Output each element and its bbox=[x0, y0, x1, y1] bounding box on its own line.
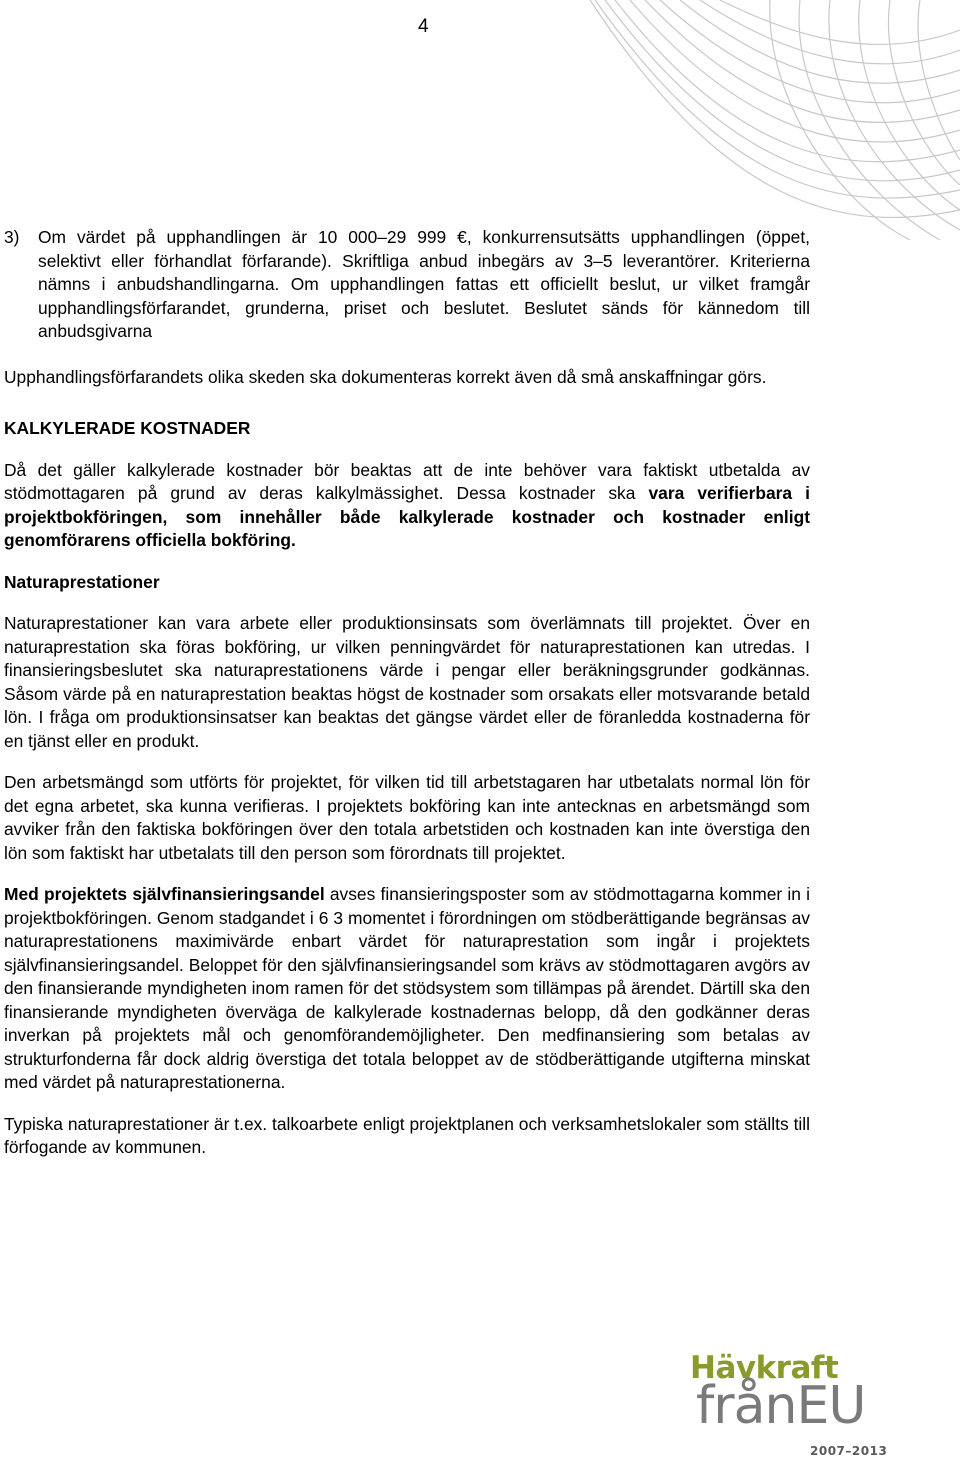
paragraph-sjalvfinansiering-text: avses finansieringsposter som av stödmottagarna kommer in i projektbokföringen. Genom stadgandet i 6 3 momentet i förordningen om stödberättigande begränsas av naturaprestationens maximivärde enbart värdet för naturaprestation som ingår i projektets självfinansieringsandel. Beloppet för den självfinansieringsandel som krävs av stödmottagaren avgörs av den finansierande myndigheten inom ramen för det stödsystem som tillämpas på ärendet. Därtill ska den finansierande myndigheten överväga de kalkylerade kostnadernas belopp, då den godkänner deras inverkan på projektets mål och genomförandemöjligheter. Den medfinansiering som betalas av strukturfonderna får dock aldrig överstiga det totala beloppet av de stödberättigande utgifterna minskat med värdet på naturaprestationerna. bbox=[4, 884, 810, 1092]
paragraph-kalkylerade bbox=[4, 459, 810, 553]
paragraph-naturaprestationer-1: Naturaprestationer kan vara arbete eller produktionsinsats som överlämnats till projektet. Över en naturaprestation ska föras bokföring, ur vilken penningvärdet för naturaprestationen kan utredas. I finansieringsbeslutet ska naturaprestationens värde i pengar eller beräkningsgrunder godkännas. Såsom värde på en naturaprestation beaktas högst de kostnader som orsakats eller motsvarande betald lön. I fråga om produktionsinsatser kan beaktas det gängse värdet eller de föranledda kostnaderna för en tjänst eller en produkt. bbox=[4, 613, 810, 751]
paragraph-kalkylerade-text: Då det gäller kalkylerade kostnader bör beaktas att de inte behöver vara faktiskt utbetalda av stödmottagaren på grund av deras kalkylmässighet. Dessa kostnader ska bbox=[4, 459, 810, 503]
paragraph-typiska: Typiska naturaprestationer är t.ex. talkoarbete enligt projektplanen och verksamhetslokaler som ställts till förfogande av kommunen. bbox=[4, 1113, 810, 1157]
decorative-swirl-graphic bbox=[440, 0, 960, 240]
logo-years: 2007–2013 bbox=[810, 1444, 888, 1458]
list-item-text: Om värdet på upphandlingen är 10 000–29 999 €, konkurrensutsätts upphandlingen (öppet, selektivt eller förhandlat förfarande). Skriftliga anbud inbegärs av 3–5 leverantörer. Kriterierna nämns i anbudshandlingarna. Om upphandlingen fattas ett officiellt beslut, ur vilket framgår upphandlingsförfarandet, grunderna, priset och beslutet. Beslutet sänds för kännedom till anbudsgivarna bbox=[38, 227, 810, 341]
document-body bbox=[4, 226, 810, 1160]
paragraph-naturaprestationer-2: Den arbetsmängd som utförts för projektet, för vilken tid till arbetstagaren har utbetalats normal lön för det egna arbetet, ska kunna verifieras. I projektets bokföring kan inte antecknas en arbetsmängd som avviker från den faktiska bokföringen över den totala arbetstiden och kostnaden kan inte överstiga den lön som faktiskt har utbetalats till den person som förordnats till projektet. bbox=[4, 772, 810, 863]
paragraph-sjalvfinansiering-bold: Med projektets självfinansieringsandel bbox=[4, 884, 325, 904]
list-item-3 bbox=[4, 226, 810, 344]
paragraph-documentation: Upphandlingsförfarandets olika skeden ska dokumenteras korrekt även då små anskaffningar görs. bbox=[4, 366, 767, 387]
havkraft-logo bbox=[690, 1350, 890, 1460]
logo-line1: Hävkraft bbox=[690, 1350, 839, 1386]
paragraph-kalkylerade-bold: vara verifierbara i projektbokföringen, som innehåller både kalkylerade kostnader och kostnader enligt genomförarens officiella bokföring. bbox=[4, 483, 810, 550]
heading-naturaprestationer: Naturaprestationer bbox=[4, 571, 160, 592]
list-item-number: 3) bbox=[4, 227, 20, 247]
paragraph-sjalvfinansiering bbox=[4, 883, 810, 1095]
heading-kalkylerade-kostnader: KALKYLERADE KOSTNADER bbox=[4, 418, 251, 438]
logo-line2: frånEU bbox=[696, 1376, 866, 1436]
page-number: 4 bbox=[418, 16, 429, 37]
